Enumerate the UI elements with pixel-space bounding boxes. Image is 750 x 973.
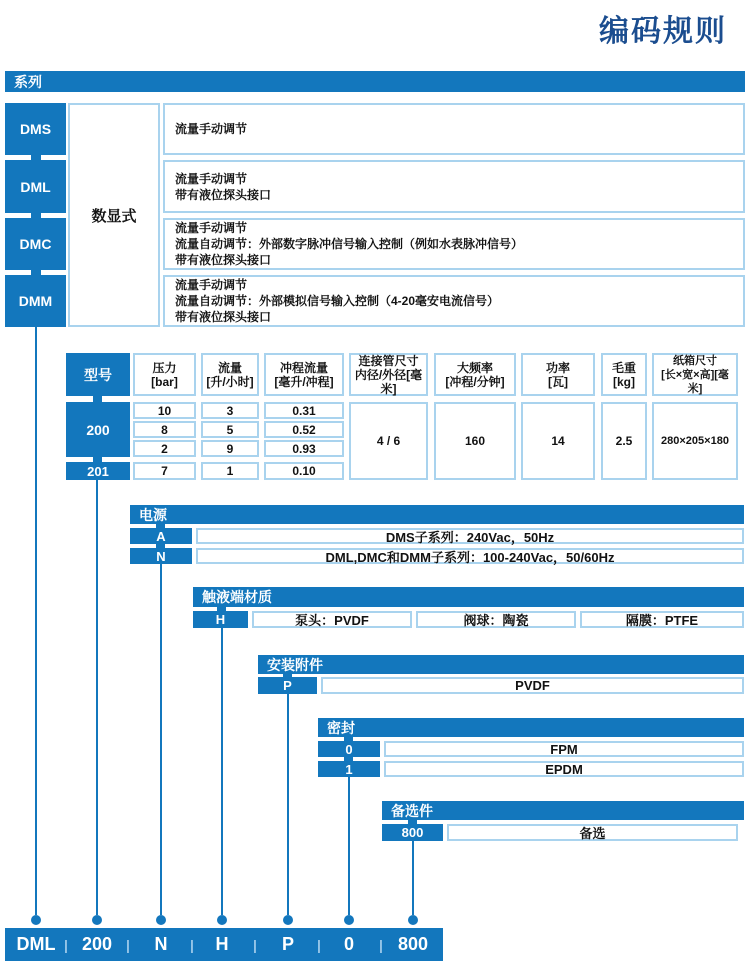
page-title: 编码规则 <box>599 15 727 48</box>
column-unit: [长×宽×高][毫米] <box>661 368 729 395</box>
column-title: 毛重 <box>611 360 636 375</box>
series-code-dmm: DMM <box>5 275 66 327</box>
options-value: 备选 <box>447 824 738 841</box>
power-value-a: DMS子系列：240Vac，50Hz <box>196 528 744 544</box>
table-cell: 9 <box>201 440 259 457</box>
series-header-bar <box>5 71 745 92</box>
seal-code-1: 1 <box>318 761 380 777</box>
power-cell: 14 <box>521 402 595 480</box>
frequency-cell: 160 <box>434 402 516 480</box>
seal-value-epdm: EPDM <box>384 761 744 777</box>
column-title: 冲程流量 <box>279 360 328 375</box>
seal-code-0: 0 <box>318 741 380 757</box>
weight-cell: 2.5 <box>601 402 647 480</box>
column-header-flow <box>201 353 259 396</box>
options-section-label: 备选件 <box>391 802 433 819</box>
description-line: 流量手动调节 <box>175 122 248 136</box>
material-value-diaphragm: 隔膜：PTFE <box>580 611 744 628</box>
connector-dot <box>92 915 102 925</box>
table-cell: 0.10 <box>264 462 344 480</box>
series-description-dml <box>163 160 745 213</box>
column-unit: [冲程/分钟] <box>445 374 505 389</box>
series-header-label: 系列 <box>14 73 42 90</box>
connector-line-mounting <box>287 694 289 915</box>
code-segment-model: 200 <box>81 934 113 954</box>
material-section-label: 触液端材质 <box>202 589 272 605</box>
code-segment-mounting: P <box>281 934 295 954</box>
description-line: 流量自动调节：外部模拟信号输入控制（4-20毫安电流信号） <box>175 294 500 308</box>
code-segment-options: 800 <box>397 934 429 954</box>
table-cell: 0.52 <box>264 421 344 438</box>
power-section-header <box>130 505 744 524</box>
column-header-pipe-size <box>349 353 428 396</box>
mounting-section-header <box>258 655 744 674</box>
mounting-section-label: 安装附件 <box>267 656 323 673</box>
table-cell: 0.31 <box>264 402 344 419</box>
series-code-dml: DML <box>5 160 66 213</box>
connector-dot <box>31 915 41 925</box>
options-code-800: 800 <box>382 824 443 841</box>
table-cell: 7 <box>133 462 196 480</box>
code-bar <box>5 928 443 961</box>
code-separator: | <box>190 936 194 953</box>
series-description-dmc <box>163 218 745 270</box>
column-unit: [毫升/冲程] <box>274 374 334 389</box>
options-section-header <box>382 801 744 820</box>
column-title: 压力 <box>152 360 177 375</box>
code-separator: | <box>126 936 130 953</box>
table-cell: 5 <box>201 421 259 438</box>
power-section-label: 电源 <box>139 506 167 523</box>
power-code-n: N <box>130 548 192 564</box>
model-code-201: 201 <box>66 462 130 480</box>
connector-line-power <box>160 564 162 915</box>
connector-line-options <box>412 841 414 915</box>
series-code-dms: DMS <box>5 103 66 155</box>
code-segment-seal: 0 <box>343 934 355 954</box>
connector-dot <box>283 915 293 925</box>
code-segment-material: H <box>215 934 229 954</box>
column-title: 大频率 <box>456 360 493 375</box>
table-cell: 10 <box>133 402 196 419</box>
description-line: 流量手动调节 <box>175 171 248 186</box>
series-description-dms <box>163 103 745 155</box>
carton-cell: 280×205×180 <box>652 402 738 480</box>
seal-value-fpm: FPM <box>384 741 744 757</box>
code-separator: | <box>317 936 321 953</box>
column-title: 纸箱尺寸 <box>673 354 717 367</box>
mounting-code-p: P <box>258 677 317 694</box>
column-header-pressure <box>133 353 196 396</box>
description-line: 流量手动调节 <box>175 278 248 292</box>
series-description-dmm <box>163 275 745 327</box>
material-value-pump-head: 泵头：PVDF <box>252 611 412 628</box>
code-separator: | <box>64 936 68 953</box>
pipe-size-cell: 4 / 6 <box>349 402 428 480</box>
column-unit: [bar] <box>151 374 178 389</box>
code-separator: | <box>379 936 383 953</box>
column-header-weight <box>601 353 647 396</box>
column-title: 流量 <box>217 360 242 375</box>
material-value-valve-ball: 阀球：陶瓷 <box>416 611 576 628</box>
description-line: 带有液位探头接口 <box>175 253 272 267</box>
seal-section-header <box>318 718 744 737</box>
series-type-label: 数显式 <box>91 207 137 225</box>
column-header-power <box>521 353 595 396</box>
description-line: 带有液位探头接口 <box>175 310 272 324</box>
model-table-corner: 型号 <box>66 353 130 396</box>
material-section-header <box>193 587 744 607</box>
connector-dot <box>344 915 354 925</box>
connector-line-series <box>35 327 37 915</box>
column-unit: [瓦] <box>548 374 568 389</box>
column-title: 连接管尺寸 <box>358 353 419 368</box>
description-line: 带有液位探头接口 <box>175 187 272 202</box>
table-cell: 8 <box>133 421 196 438</box>
table-cell: 0.93 <box>264 440 344 457</box>
connector-line-seal <box>348 777 350 915</box>
column-title: 功率 <box>545 360 570 375</box>
column-unit: 内径/外径[毫米] <box>354 367 423 396</box>
column-header-stroke-volume <box>264 353 344 396</box>
code-segment-series: DML <box>16 934 56 954</box>
series-code-dmc: DMC <box>5 218 66 270</box>
code-segment-power: N <box>154 934 168 954</box>
connector-line-model <box>96 480 98 915</box>
column-header-carton <box>652 353 738 396</box>
table-cell: 1 <box>201 462 259 480</box>
model-code-200: 200 <box>66 402 130 457</box>
mounting-value: PVDF <box>321 677 744 694</box>
connector-dot <box>156 915 166 925</box>
connector-dot <box>408 915 418 925</box>
power-value-n: DML,DMC和DMM子系列：100-240Vac，50/60Hz <box>196 548 744 564</box>
table-cell: 2 <box>133 440 196 457</box>
table-cell: 3 <box>201 402 259 419</box>
seal-section-label: 密封 <box>327 719 355 736</box>
column-unit: [kg] <box>613 374 635 389</box>
series-type-box <box>68 103 160 327</box>
description-line: 流量手动调节 <box>175 221 248 235</box>
power-code-a: A <box>130 528 192 544</box>
material-code-h: H <box>193 611 248 628</box>
code-separator: | <box>253 936 257 953</box>
connector-line-material <box>221 628 223 915</box>
column-unit: [升/小时] <box>206 374 254 389</box>
connector-dot <box>217 915 227 925</box>
description-line: 流量自动调节：外部数字脉冲信号输入控制（例如水表脉冲信号） <box>175 237 524 251</box>
column-header-frequency <box>434 353 516 396</box>
